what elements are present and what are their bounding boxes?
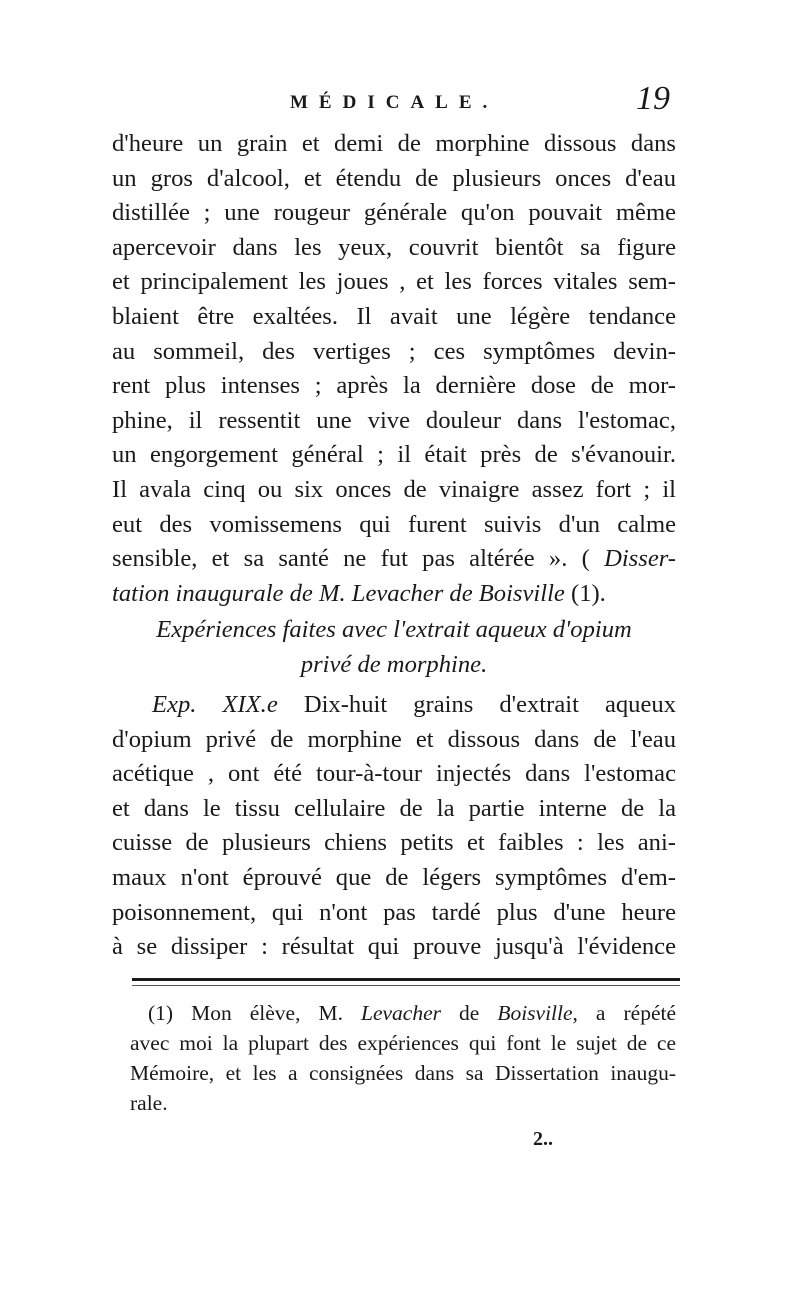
- text-line: acétique , ont été tour-à-tour injectés dans l'estomac: [112, 760, 676, 788]
- text-line: un engorgement général ; il était près de s'évanouir.: [112, 441, 676, 469]
- text-line: eut des vomissemens qui furent suivis d'un calme: [112, 510, 676, 538]
- page-number: 19: [636, 80, 670, 117]
- footnote-line: avec moi la plupart des expériences qui font le sujet de ce: [130, 1031, 676, 1055]
- text-line: d'heure un grain et demi de morphine dissous dans: [112, 130, 676, 157]
- footnote-line: [130, 998, 676, 1028]
- footnote-line: rale.: [130, 1091, 168, 1115]
- footnote-marker: (1): [148, 1001, 174, 1025]
- text-line: [112, 577, 676, 612]
- text-line: et dans le tissu cellulaire de la partie interne de la: [112, 794, 676, 822]
- footnote: [130, 998, 676, 1118]
- running-head: MÉDICALE.: [290, 92, 499, 113]
- text-line: distillée ; une rougeur générale qu'on pouvait même: [112, 199, 676, 227]
- section-heading: [112, 612, 676, 681]
- citation-title: tation inaugurale de M. Levacher de Boisville: [112, 579, 565, 607]
- citation-fragment: Disser-: [604, 545, 676, 573]
- text-fragment: , a répété: [572, 1001, 677, 1025]
- experiment-label: Exp. XIX.e: [152, 691, 278, 718]
- text-fragment: sensible, et sa santé ne fut pas altérée ». (: [112, 545, 590, 573]
- text-line: maux n'ont éprouvé que de légers symptômes d'em-: [112, 863, 676, 891]
- heading-line: Expériences faites avec l'extrait aqueux d'opium: [156, 616, 632, 643]
- text-line: au sommeil, des vertiges ; ces symptômes devin-: [112, 337, 676, 365]
- text-line: d'opium privé de morphine et dissous dans de l'eau: [112, 725, 676, 753]
- footnote-line: Mémoire, et les a consignées dans sa Dissertation inaugu-: [130, 1061, 676, 1085]
- text-line: [112, 542, 676, 577]
- text-line: phine, il ressentit une vive douleur dans l'estomac,: [112, 406, 676, 434]
- text-line: et principalement les joues , et les forces vitales sem-: [112, 268, 676, 296]
- text-fragment: de: [459, 1001, 480, 1025]
- text-fragment: Dix-huit grains d'extrait aqueux: [303, 691, 676, 718]
- footnote-rule: [132, 978, 680, 981]
- name-fragment: Boisville: [497, 1001, 573, 1025]
- paragraph-2: [112, 688, 676, 965]
- heading-line: privé de morphine.: [300, 650, 488, 678]
- text-line: blaient être exaltées. Il avait une légère tendance: [112, 302, 676, 330]
- text-line: [112, 688, 676, 723]
- signature-mark: 2..: [533, 1128, 553, 1150]
- text-fragment: Mon élève, M.: [191, 1001, 343, 1025]
- text-line: rent plus intenses ; après la dernière dose de mor-: [112, 372, 676, 400]
- text-line: un gros d'alcool, et étendu de plusieurs onces d'eau: [112, 164, 676, 192]
- footnote-reference: (1).: [571, 579, 606, 607]
- footnote-rule-thin: [132, 985, 680, 986]
- text-line: poisonnement, qui n'ont pas tardé plus d'une heure: [112, 898, 676, 926]
- text-line: cuisse de plusieurs chiens petits et faibles : les ani-: [112, 829, 676, 857]
- name-fragment: Levacher: [360, 1001, 441, 1025]
- text-line: apercevoir dans les yeux, couvrit bientôt sa figure: [112, 233, 676, 261]
- paragraph-1: [112, 127, 676, 611]
- text-line: Il avala cinq ou six onces de vinaigre assez fort ; il: [112, 475, 676, 503]
- text-line: à se dissiper : résultat qui prouve jusqu'à l'évidence: [112, 933, 676, 961]
